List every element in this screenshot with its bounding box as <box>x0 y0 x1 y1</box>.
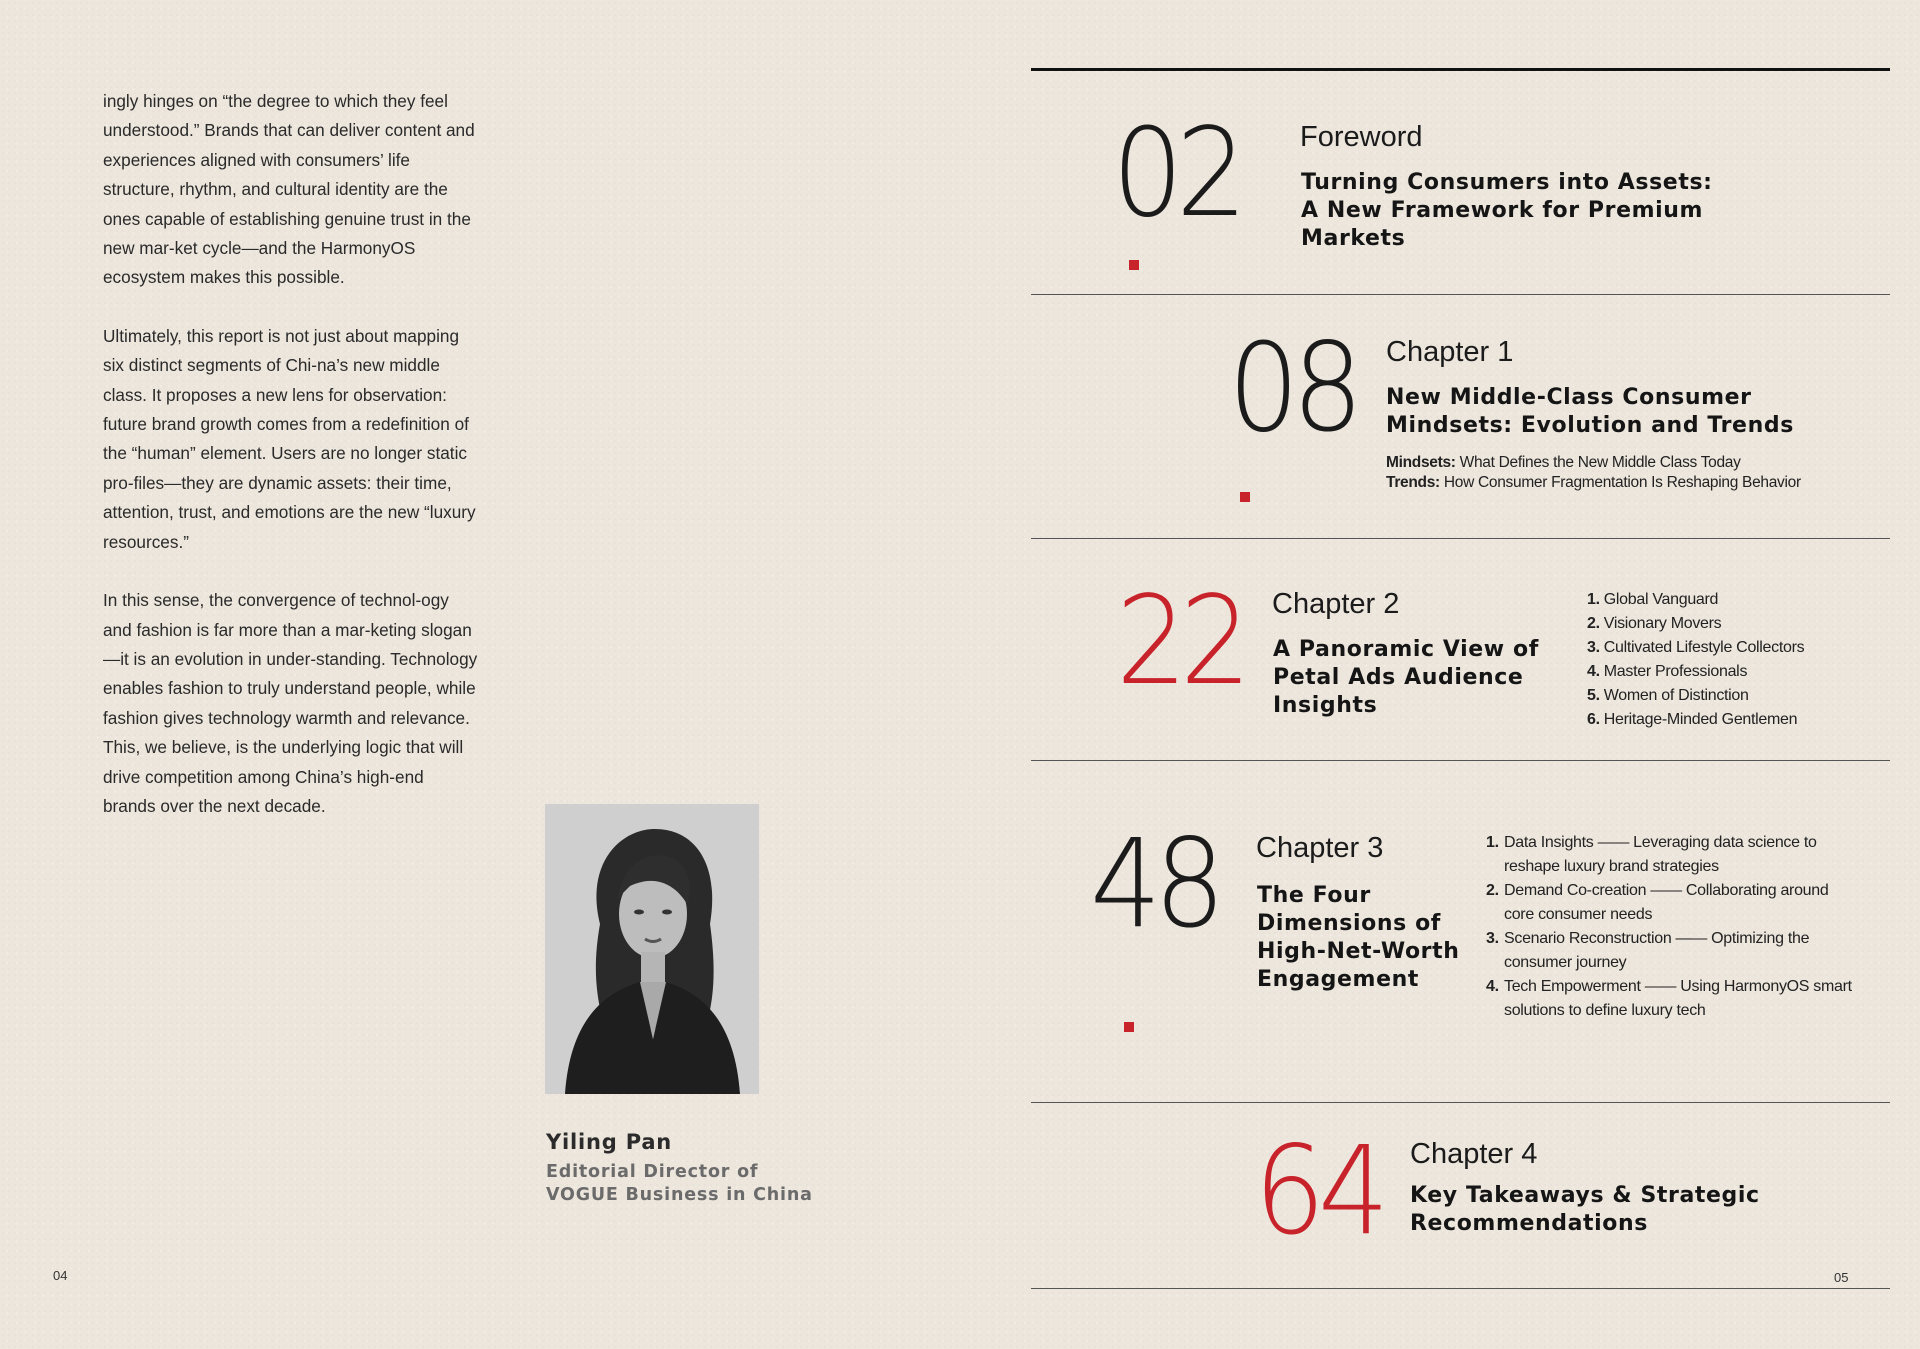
toc-title: New Middle-Class Consumer Mindsets: Evolution and Trends <box>1386 385 1794 438</box>
paragraph: ingly hinges on “the degree to which they feel understood.” Brands that can deliver content and experiences aligned with consumers’ life structure, rhythm, and cultural identity are the ones capable of establishing genuine trust in the new mar-ket cycle—and the HarmonyOS ecosystem makes this possible. <box>103 91 475 288</box>
toc-title: Key Takeaways & Strategic Recommendations <box>1410 1183 1760 1236</box>
divider <box>1031 760 1890 761</box>
segment-list <box>1587 588 1887 732</box>
toc-label: Chapter 4 <box>1410 1138 1538 1170</box>
page-number-right: 05 <box>1834 1270 1849 1285</box>
dimension-list <box>1486 831 1861 1023</box>
toc-title: Turning Consumers into Assets: A New Framework for Premium Markets <box>1301 170 1713 251</box>
toc-notes: Mindsets: What Defines the New Middle Class Today Trends: How Consumer Fragmentation Is Reshaping Behavior <box>1386 454 1801 491</box>
list-item: 1. Global Vanguard <box>1587 591 1719 608</box>
toc-title: A Panoramic View of Petal Ads Audience Insights <box>1273 637 1539 718</box>
divider <box>1031 1288 1890 1289</box>
page-number-left: 04 <box>53 1268 68 1283</box>
list-item: 4. Master Professionals <box>1587 663 1748 680</box>
list-item: 3. Cultivated Lifestyle Collectors <box>1587 639 1805 656</box>
paragraph: Ultimately, this report is not just about mapping six distinct segments of Chi-na’s new middle class. It proposes a new lens for observation: future brand growth comes from a redefinition of the “human” element. Users are no longer static pro-files—they are dynamic assets: their time, attention, trust, and emotions are the new “luxury resources.” <box>103 325 476 552</box>
toc-page-number: 08 <box>1228 317 1357 459</box>
toc-label: Foreword <box>1300 121 1423 153</box>
author-role: VOGUE Business in China <box>546 1185 813 1205</box>
toc-label: Chapter 3 <box>1256 832 1384 864</box>
toc-title: The Four Dimensions of High-Net-Worth Engagement <box>1257 883 1460 992</box>
list-item: 5. Women of Distinction <box>1587 687 1749 704</box>
red-dot-marker <box>1124 1022 1134 1032</box>
paragraph: In this sense, the convergence of technol-ogy and fashion is far more than a mar-keting slogan—it is an evolution in under-standing. Technology enables fashion to truly understand people, while fashion gives technology warmth and relevance. This, we believe, is the underlying logic that will drive competition among China’s high-end brands over the next decade. <box>103 590 478 816</box>
toc-label: Chapter 2 <box>1272 588 1400 620</box>
toc-page-number: 64 <box>1254 1120 1383 1262</box>
author-role: Editorial Director of <box>546 1162 759 1182</box>
list-item: 2. Demand Co-creation —— Collaborating around core consumer needs <box>1486 882 1829 923</box>
red-dot-marker <box>1240 492 1250 502</box>
divider <box>1031 294 1890 295</box>
divider <box>1031 1102 1890 1103</box>
toc-page-number: 22 <box>1116 570 1245 712</box>
author-name: Yiling Pan <box>546 1130 673 1154</box>
author-portrait <box>545 804 759 1094</box>
top-rule <box>1031 68 1890 71</box>
red-dot-marker <box>1129 260 1139 270</box>
toc-page-number: 48 <box>1090 813 1219 955</box>
toc-page-number: 02 <box>1112 102 1241 244</box>
list-item: 1. Data Insights —— Leveraging data science to reshape luxury brand strategies <box>1486 834 1817 875</box>
divider <box>1031 538 1890 539</box>
toc-label: Chapter 1 <box>1386 336 1514 368</box>
list-item: 6. Heritage-Minded Gentlemen <box>1587 711 1798 728</box>
list-item: 2. Visionary Movers <box>1587 615 1722 632</box>
list-item: 4. Tech Empowerment —— Using HarmonyOS smart solutions to define luxury tech <box>1486 978 1852 1019</box>
list-item: 3. Scenario Reconstruction —— Optimizing the consumer journey <box>1486 930 1810 971</box>
body-text-column <box>103 87 478 850</box>
